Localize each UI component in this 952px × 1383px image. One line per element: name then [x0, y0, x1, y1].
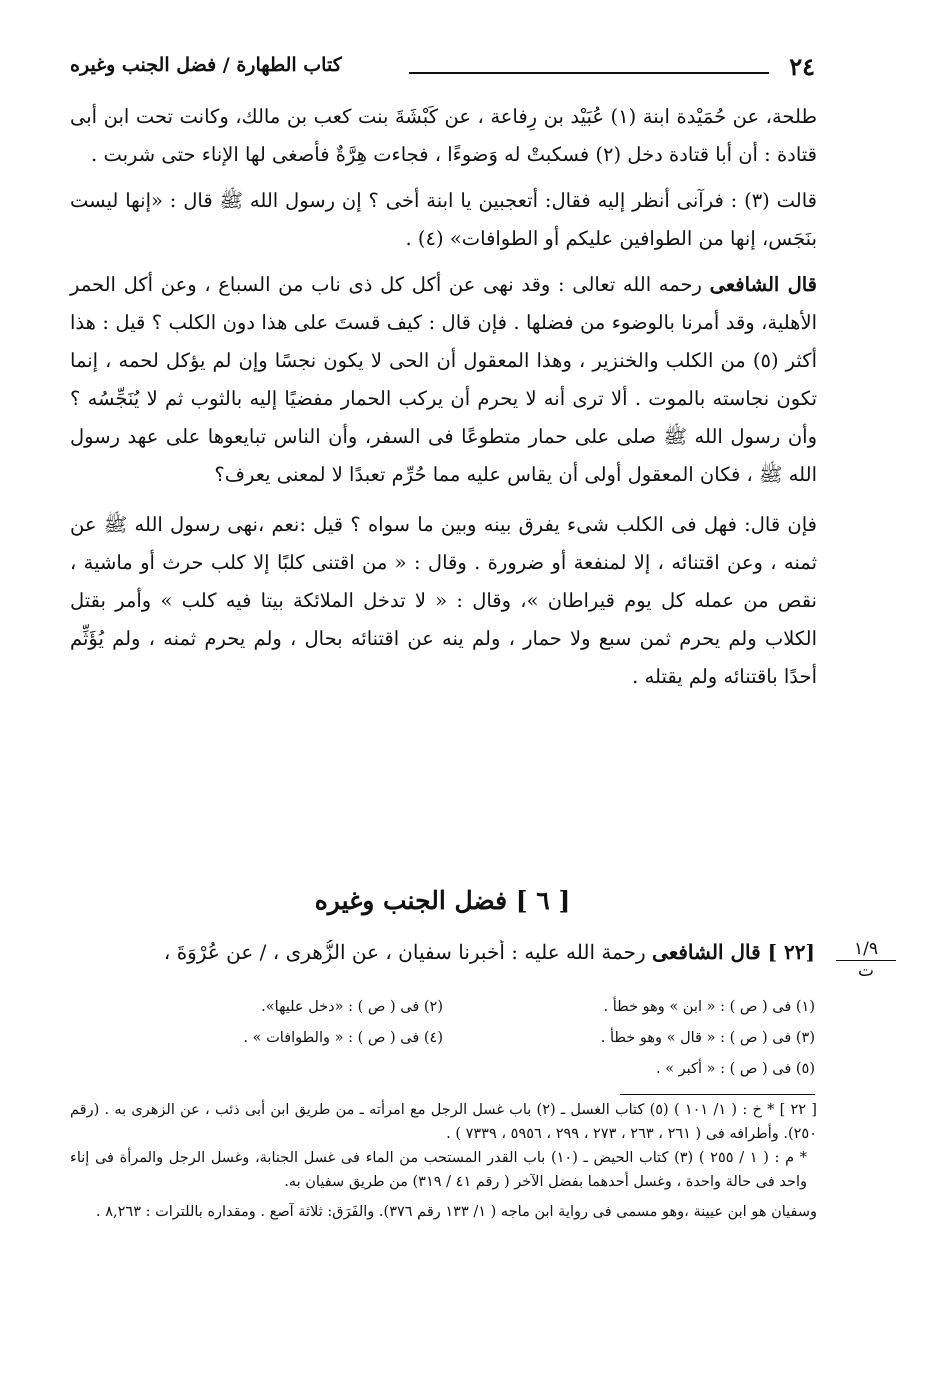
note-sufyan: وسفيان هو ابن عيينة ،وهو مسمى فى رواية ابن ماجه ( ١/ ١٣٣ رقم ٣٧٦). والفَرَق: ثلاثة آصع . ومقداره باللترات : ٨,٢٦٣ . — [96, 1204, 817, 1220]
variant-readings — [70, 992, 815, 1085]
note-muslim: * م : ( ١ / ٢٥٥ ) (٣) كتاب الحيض ـ (١٠) باب القدر المستحب من الماء فى غسل الجنابة، وغسل الرجل والمرأة فى إناء واحد فى حالة واحدة ، وغسل أحدهما بفضل الآخر ( رقم ٤١ / ٣١٩) من طريق سفيان به. — [70, 1150, 807, 1190]
speaker-label: قال الشافعى — [709, 273, 817, 296]
variant-2: (٢) فى ( ص ) : «دخل عليها». — [261, 999, 443, 1015]
page-header — [70, 46, 815, 86]
main-text — [70, 98, 817, 696]
manuscript-folio-marker — [836, 940, 896, 980]
note-bukhari: [ ٢٢ ] * خ : ( ١/ ١٠١ ) (٥) كتاب الغسل ـ (٢) باب غسل الرجل مع امرأته ـ من طريق ابن أبى ذئب ، عن الزهرى به . (رقم ٢٥٠). وأطرافه فى ( ٢٦١ ، ٢٦٣ ، ٢٧٣ ، ٢٩٩ ، ٥٩٥٦ ، ٧٣٣٩ ) . — [70, 1102, 817, 1142]
section-title: [ ٦ ] فضل الجنب وغيره — [314, 886, 571, 915]
header-rule — [409, 72, 769, 74]
paragraph-1: طلحة، عن حُمَيْدة ابنة (١) عُبَيْد بن رِفاعة ، عن كَبْشَةَ بنت كعب بن مالك، وكانت تحت ابن أبى قتادة : أن أبا قتادة دخل (٢) فسكبتْ له وَضوءًا ، فجاءت هِرَّةٌ فأصغى لها الإناء حتى شربت . — [70, 105, 817, 166]
running-title: كتاب الطهارة / فضل الجنب وغيره — [70, 54, 342, 76]
footnote-rule — [620, 1094, 815, 1095]
takhrij-notes — [70, 1098, 817, 1224]
hadith-number: [٢٢ ] قال الشافعى — [652, 940, 815, 964]
variant-3: (٣) فى ( ص ) : « قال » وهو خطأ . — [600, 1030, 815, 1046]
variant-5: (٥) فى ( ص ) : « أكبر » . — [655, 1061, 815, 1077]
paragraph-3-text: رحمه الله تعالى : وقد نهى عن أكل كل ذى ناب من السباع ، وعن أكل الحمر الأهلية، وقد أمرنا بالوضوء من فضلها . فإن قال : كيف قستَ على هذا دون الكلب ؟ قيل : هذا أكثر (٥) من الكلب والخنزير ، وهذا المعقول أن الحى لا يكون نجسًا وإن لم يؤكل لحمه ، إنما تكون نجاسته بالموت . ألا ترى أنه لا يحرم أن يركب الحمار مفضيًا إليه بالثوب ثم لا يُنَجِّسُه ؟ وأن رسول الله ﷺ صلى على حمار متطوعًا فى السفر، وأن الناس تبايعوها على عهد رسول الله ﷺ ، فكان المعقول أولى أن يقاس عليه مما حُرِّم تعبدًا لا لمعنى يعرف؟ — [70, 273, 817, 486]
variant-1: (١) فى ( ص ) : « ابن » وهو خطأ . — [603, 999, 815, 1015]
folio-number: ١/٩ — [836, 940, 896, 961]
hadith-text: رحمة الله عليه : أخبرنا سفيان ، عن الزُّهرى ، / عن عُرْوَةَ ، — [163, 940, 653, 964]
page-number: ٢٤ — [789, 52, 815, 81]
variant-4: (٤) فى ( ص ) : « والطوافات » . — [243, 1030, 443, 1046]
paragraph-4: فإن قال: فهل فى الكلب شىء يفرق بينه وبين ما سواه ؟ قيل :نعم ،نهى رسول الله ﷺ عن ثمنه ، وعن اقتنائه ، إلا لمنفعة أو ضرورة . وقال : « من اقتنى كلبًا إلا كلب حرث أو ماشية ، نقص من عمله كل يوم قيراطان »، وقال : « لا تدخل الملائكة بيتا فيه كلب » وأمر بقتل الكلاب ولم يحرم ثمن سبع ولا حمار ، ولم ينه عن اقتنائه بحال ، ولم يحرم ثمنه ، ولم يُؤَثِّم أحدًا باقتنائه ولم يقتله . — [70, 513, 817, 688]
hadith-chain — [70, 940, 815, 964]
folio-manuscript-letter: ت — [857, 961, 874, 981]
paragraph-3 — [70, 266, 817, 494]
paragraph-2: قالت (٣) : فرآنى أنظر إليه فقال: أتعجبين يا ابنة أخى ؟ إن رسول الله ﷺ قال : «إنها ليست بنَجَس، إنها من الطوافين عليكم أو الطوافات» (٤) . — [70, 189, 817, 250]
